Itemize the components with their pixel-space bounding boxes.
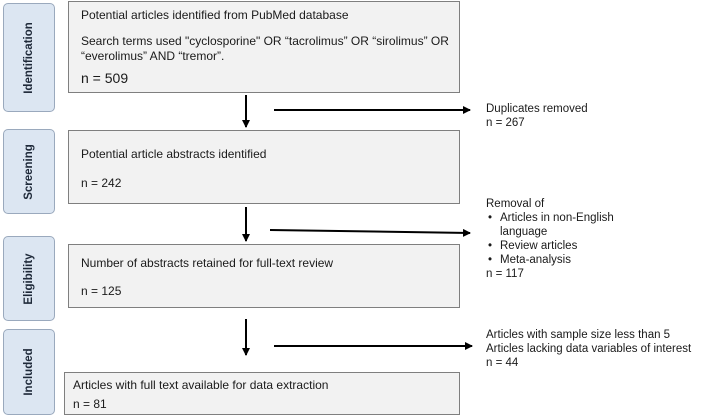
final-exclusion-count: n = 44 xyxy=(486,357,519,369)
final-exclusion-line2: Articles lacking data variables of interest xyxy=(486,343,692,355)
removal-note xyxy=(486,197,614,281)
duplicates-count: n = 267 xyxy=(486,117,525,129)
final-exclusion-line1: Articles with sample size less than 5 xyxy=(486,329,671,341)
stage-included-label: Included xyxy=(23,348,35,396)
removal-count: n = 117 xyxy=(486,268,524,280)
duplicates-note xyxy=(486,102,588,130)
stage-eligibility-label: Eligibility xyxy=(23,252,35,305)
included-title: Articles with full text available for data extraction xyxy=(73,378,329,392)
search-terms-line2: “everolimus” AND “tremor”. xyxy=(81,49,225,63)
included-count: n = 81 xyxy=(73,397,107,411)
arrow-to-removal xyxy=(270,230,470,233)
removal-title: Removal of xyxy=(486,198,545,210)
duplicates-title: Duplicates removed xyxy=(486,103,588,115)
search-terms-line1: Search terms used "cyclosporine" OR “tacrolimus” OR “sirolimus” OR xyxy=(81,34,449,48)
identification-count: n = 509 xyxy=(81,70,129,86)
removal-item-review: • Review articles xyxy=(486,239,614,253)
removal-list xyxy=(486,211,614,267)
eligibility-title: Number of abstracts retained for full-text review xyxy=(81,256,334,270)
screening-count: n = 242 xyxy=(81,176,122,190)
final-exclusion-note xyxy=(486,328,691,370)
eligibility-count: n = 125 xyxy=(81,284,122,298)
identification-title: Potential articles identified from PubMed database xyxy=(81,8,349,22)
screening-title: Potential article abstracts identified xyxy=(81,147,267,161)
stage-screening-label: Screening xyxy=(23,143,35,200)
removal-item-meta: • Meta-analysis xyxy=(486,253,614,267)
removal-item-non-english: • Articles in non-English language xyxy=(486,211,614,239)
stage-identification-label: Identification xyxy=(23,21,35,94)
